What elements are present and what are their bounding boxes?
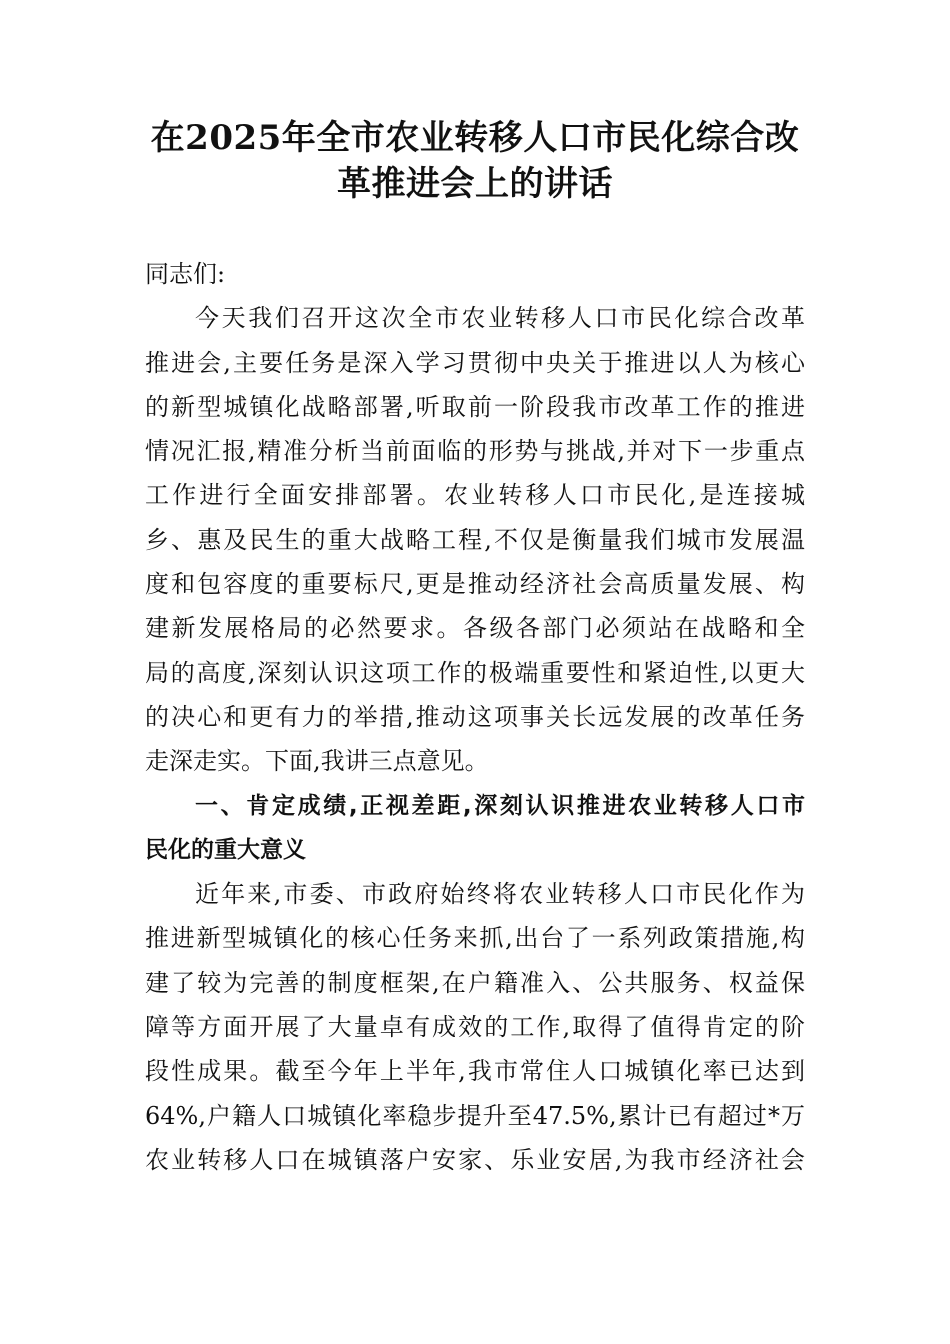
paragraph-line: 64%,户籍人口城镇化率稳步提升至47.5%,累计已有超过*万 <box>145 1101 805 1130</box>
paragraph-line: 段性成果。截至今年上半年,我市常住人口城镇化率已达到 <box>145 1057 805 1086</box>
paragraph-line: 今天我们召开这次全市农业转移人口市民化综合改革 <box>195 304 805 333</box>
paragraph-line: 情况汇报,精准分析当前面临的形势与挑战,并对下一步重点 <box>145 437 805 466</box>
section-heading-line: 民化的重大意义 <box>145 836 306 863</box>
paragraph-line: 近年来,市委、市政府始终将农业转移人口市民化作为 <box>195 880 805 909</box>
paragraph-line: 度和包容度的重要标尺,更是推动经济社会高质量发展、构 <box>145 570 805 599</box>
paragraph-line: 推进新型城镇化的核心任务来抓,出台了一系列政策措施,构 <box>145 924 805 953</box>
paragraph-line: 局的高度,深刻认识这项工作的极端重要性和紧迫性,以更大 <box>145 658 805 687</box>
salutation: 同志们: <box>145 260 226 288</box>
paragraph-line: 的新型城镇化战略部署,听取前一阶段我市改革工作的推进 <box>145 392 805 421</box>
paragraph-line: 工作进行全面安排部署。农业转移人口市民化,是连接城 <box>145 481 805 510</box>
section-heading-line: 一、肯定成绩,正视差距,深刻认识推进农业转移人口市 <box>195 792 805 819</box>
paragraph-line: 推进会,主要任务是深入学习贯彻中央关于推进以人为核心 <box>145 348 805 377</box>
document-body <box>145 252 805 1182</box>
paragraph-line: 乡、惠及民生的重大战略工程,不仅是衡量我们城市发展温 <box>145 525 805 554</box>
paragraph-achievements <box>145 872 805 1182</box>
paragraph-line: 障等方面开展了大量卓有成效的工作,取得了值得肯定的阶 <box>145 1013 805 1042</box>
document-title-line-1: 在2025年全市农业转移人口市民化综合改 <box>150 118 800 158</box>
paragraph-line: 走深走实。下面,我讲三点意见。 <box>145 747 489 776</box>
paragraph-line: 建新发展格局的必然要求。各级各部门必须站在战略和全 <box>145 614 805 643</box>
paragraph-line: 农业转移人口在城镇落户安家、乐业安居,为我市经济社会 <box>145 1145 805 1174</box>
paragraph-opening <box>145 296 805 783</box>
document-title-line-2: 革推进会上的讲话 <box>337 164 613 204</box>
section-heading-1 <box>145 784 805 873</box>
paragraph-line: 的决心和更有力的举措,推动这项事关长远发展的改革任务 <box>145 702 805 731</box>
paragraph-line: 建了较为完善的制度框架,在户籍准入、公共服务、权益保 <box>145 968 805 997</box>
